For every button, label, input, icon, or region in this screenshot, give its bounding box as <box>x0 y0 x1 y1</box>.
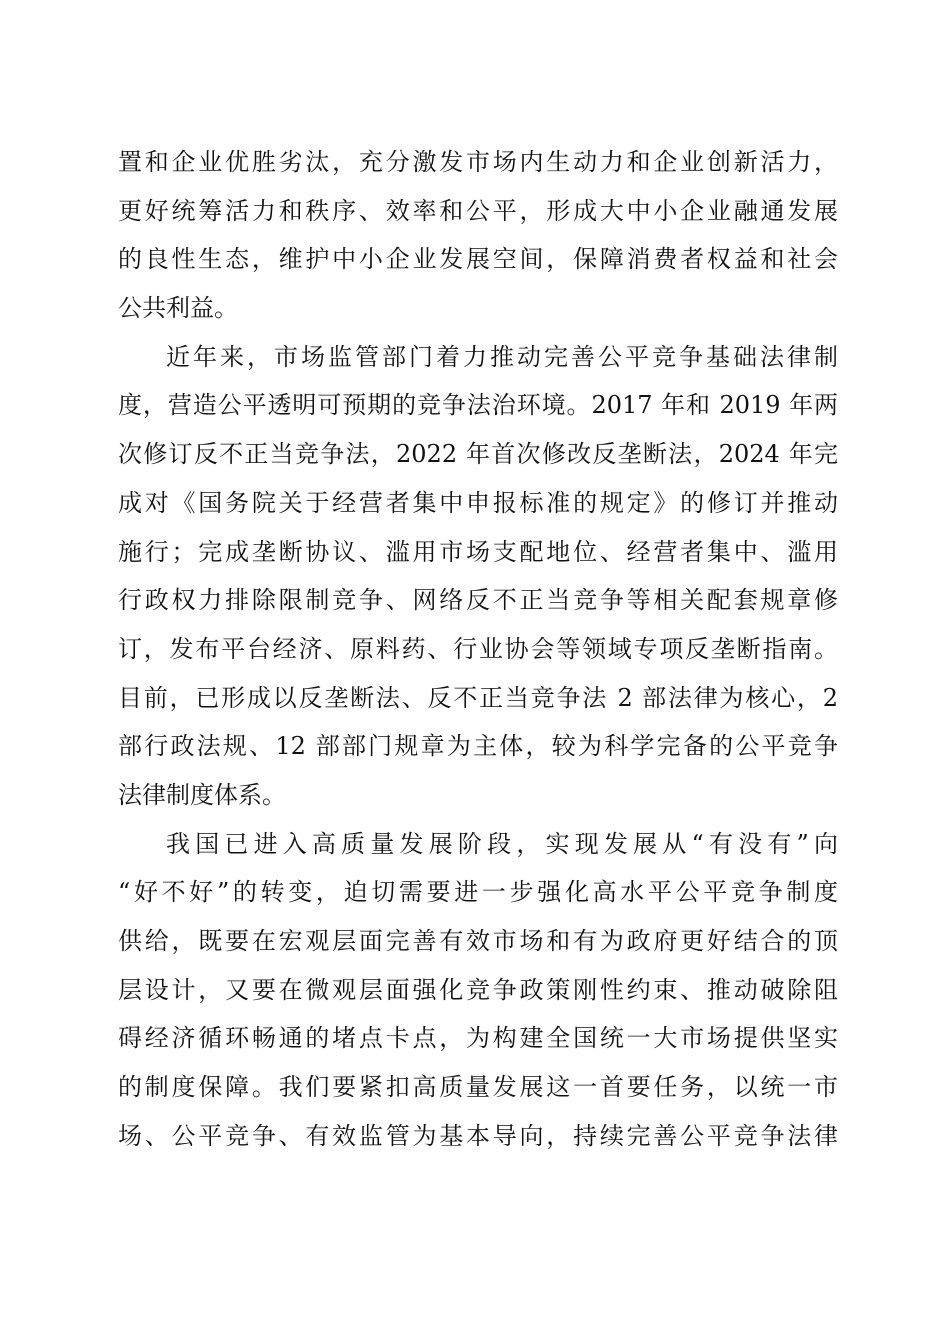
body-text <box>118 138 838 1160</box>
text-line: 近年来，市场监管部门着力推动完善公平竞争基础法律制 <box>166 342 838 371</box>
text-line: 订，发布平台经济、原料药、行业协会等领域专项反垄断指南。 <box>118 634 838 663</box>
text-line: 成对《国务院关于经营者集中申报标准的规定》的修订并推动 <box>118 488 838 517</box>
text-line: 法律制度体系。 <box>118 780 286 809</box>
text-line: “好不好”的转变，迫切需要进一步强化高水平公平竞争制度 <box>118 878 838 907</box>
text-line: 场、公平竞争、有效监管为基本导向，持续完善公平竞争法律 <box>118 1121 838 1150</box>
text-line: 施行；完成垄断协议、滥用市场支配地位、经营者集中、滥用 <box>118 537 838 566</box>
text-line: 目前，已形成以反垄断法、反不正当竞争法 2 部法律为核心，2 <box>118 683 838 712</box>
text-line: 的制度保障。我们要紧扣高质量发展这一首要任务，以统一市 <box>118 1073 838 1102</box>
text-line: 供给，既要在宏观层面完善有效市场和有为政府更好结合的顶 <box>118 927 838 955</box>
text-line: 我国已进入高质量发展阶段，实现发展从“有没有”向 <box>166 829 838 858</box>
text-line: 次修订反不正当竞争法，2022 年首次修改反垄断法，2024 年完 <box>118 440 838 469</box>
text-line: 度，营造公平透明可预期的竞争法治环境。2017 年和 2019 年两 <box>118 391 838 420</box>
text-line: 部行政法规、12 部部门规章为主体，较为科学完备的公平竞争 <box>118 732 838 761</box>
text-line: 的良性生态，维护中小企业发展空间，保障消费者权益和社会 <box>118 245 838 274</box>
text-line: 层设计，又要在微观层面强化竞争政策刚性约束、推动破除阻 <box>118 975 838 1004</box>
text-line: 置和企业优胜劣汰，充分激发市场内生动力和企业创新活力， <box>118 148 838 176</box>
text-line: 更好统筹活力和秩序、效率和公平，形成大中小企业融通发展 <box>118 196 838 225</box>
text-line: 行政权力排除限制竞争、网络反不正当竞争等相关配套规章修 <box>118 586 838 615</box>
text-line: 碍经济循环畅通的堵点卡点，为构建全国统一大市场提供坚实 <box>118 1024 838 1053</box>
text-line: 公共利益。 <box>118 294 238 323</box>
